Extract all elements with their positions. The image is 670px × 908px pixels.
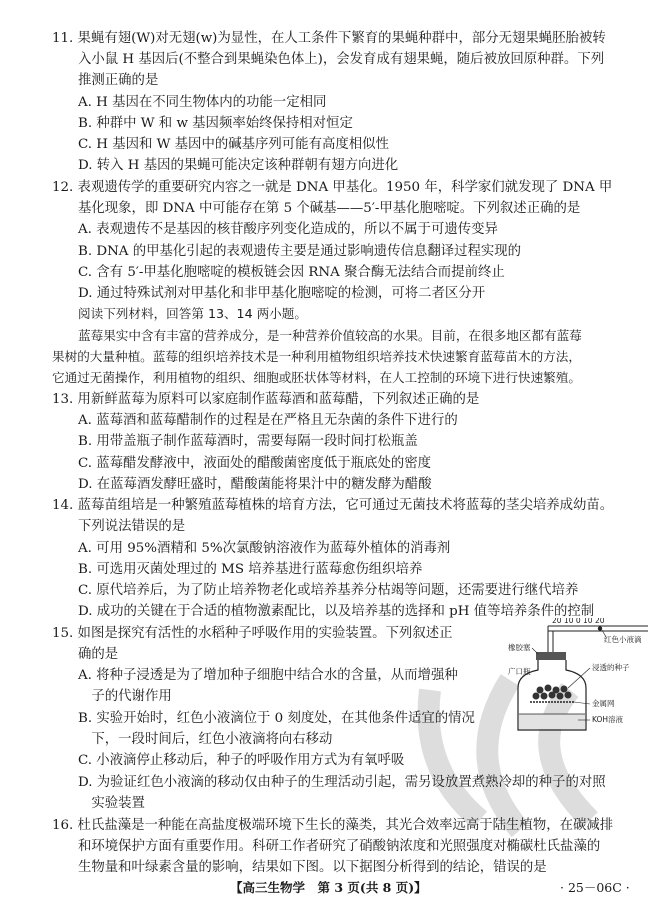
text-line-q15-l2: 确的是 bbox=[78, 647, 119, 662]
koh-solution-icon bbox=[519, 714, 585, 729]
bottle-label: 广口瓶 bbox=[508, 667, 531, 676]
text-line-q11-l1: 11. 果蝇有翅(W)对无翅(w)为显性，在人工条件下繁育的果蝇种群中，部分无翅果蝇胚胎被转 bbox=[52, 31, 606, 46]
text-line-q11-l3: 推测正确的是 bbox=[78, 73, 159, 88]
text-line-q11-a: A. H 基因在不同生物体内的功能一定相同 bbox=[78, 95, 327, 110]
text-line-q12-l2: 基化现象，即 DNA 中可能存在第 5 个碱基——5′-甲基化胞嘧啶。下列叙述正确的是 bbox=[78, 201, 581, 216]
text-line-q15-b2: 下，一段时间后，红色小液滴将向右移动 bbox=[78, 732, 333, 747]
text-line-q15-a1: A. 将种子浸透是为了增加种子细胞中结合水的含量，从而增强种 bbox=[78, 668, 458, 683]
text-line-q13-l1: 13. 用新鲜蓝莓为原料可以家庭制作蓝莓酒和蓝莓醋，下列叙述正确的是 bbox=[52, 392, 480, 407]
text-line-q15-a2: 子的代谢作用 bbox=[78, 689, 172, 704]
droplet-icon bbox=[598, 626, 602, 630]
text-line-q15-d1: D. 为验证红色小液滴的移动仅由种子的生理活动引起，需另设放置煮熟冷却的种子的对照 bbox=[78, 775, 606, 790]
text-line-q11-b: B. 种群中 W 和 w 基因频率始终保持相对恒定 bbox=[78, 116, 353, 131]
seeds-label: 浸透的种子 bbox=[592, 663, 630, 672]
text-line-mat-l3: 它通过无菌操作，利用植物的组织、细胞或胚状体等材料，在人工控制的环境下进行快速繁殖。 bbox=[52, 370, 581, 385]
text-line-q13-a: A. 蓝莓酒和蓝莓醋制作的过程是在严格且无杂菌的条件下进行的 bbox=[78, 413, 458, 428]
text-line-q12-l1: 12. 表观遗传学的重要研究内容之一就是 DNA 甲基化。1950 年，科学家们就发现了 DNA 甲 bbox=[52, 180, 613, 195]
text-line-q14-c: C. 原代培养后，为了防止培养物老化或培养基养分枯竭等问题，还需要进行继代培养 bbox=[78, 583, 579, 598]
text-line-q12-b: B. DNA 的甲基化引起的表观遗传主要是通过影响遗传信息翻译过程实现的 bbox=[78, 244, 522, 259]
text-line-q15-d2: 实验装置 bbox=[78, 796, 145, 811]
text-line-q14-a: A. 可用 95%酒精和 5%次氯酸钠溶液作为蓝莓外植体的消毒剂 bbox=[78, 541, 451, 556]
koh-label: KOH溶液 bbox=[592, 715, 624, 724]
text-line-q14-l1: 14. 蓝莓苗组培是一种繁殖蓝莓植株的培育方法，它可通过无菌技术将蓝莓的茎尖培养成幼苗。 bbox=[52, 498, 614, 513]
scale-label: 20 10 0 10 20 bbox=[552, 618, 605, 625]
text-line-q16-l2: 和环境保护方面有重要作用。科研工作者研究了硝酸钠浓度和光照强度对椭碳杜氏盐藻的 bbox=[78, 839, 601, 854]
text-line-q14-l2: 下列说法错误的是 bbox=[78, 519, 186, 534]
text-line-q12-c: C. 含有 5′-甲基化胞嘧啶的模板链会因 RNA 聚合酶无法结合而提前终止 bbox=[78, 265, 505, 280]
text-line-read-intro: 阅读下列材料，回答第 13、14 两小题。 bbox=[78, 306, 307, 321]
seeds-icon bbox=[533, 685, 572, 700]
droplet-label: 红色小液滴 bbox=[604, 635, 642, 644]
text-line-q15-l1: 15. 如图是探究有活性的水稻种子呼吸作用的实验装置。下列叙述正 bbox=[52, 626, 453, 641]
stopper-label: 橡胶塞 bbox=[508, 643, 531, 652]
text-line-mat-l2: 果树的大量种植。蓝莓的组织培养技术是一种利用植物组织培养技术快速繁育蓝莓苗木的方法， bbox=[52, 349, 581, 364]
text-line-q13-b: B. 用带盖瓶子制作蓝莓酒时，需要每隔一段时间打松瓶盖 bbox=[78, 434, 418, 449]
text-line-q11-l2: 入小鼠 H 基因后(不整合到果蝇染色体上)，会发育成有翅果蝇，随后被放回原种群。下列 bbox=[78, 52, 605, 67]
respiration-apparatus-figure bbox=[508, 618, 658, 736]
mesh-label: 金属网 bbox=[592, 699, 615, 708]
text-line-q13-c: C. 蓝莓醋发酵液中，液面处的醋酸菌密度低于瓶底处的密度 bbox=[78, 456, 432, 471]
text-line-q12-d: D. 通过特殊试剂对甲基化和非甲基化胞嘧啶的检测，可将二者区分开 bbox=[78, 286, 486, 301]
text-line-q15-b1: B. 实验开始时，红色小液滴位于 0 刻度处，在其他条件适宜的情况 bbox=[78, 711, 475, 726]
text-line-q16-l3: 生物量和叶绿素含量的影响，结果如下图。以下据图分析得到的结论，错误的是 bbox=[78, 860, 547, 875]
text-line-q16-l1: 16. 杜氏盐藻是一种能在高盐度极端环境下生长的藻类，其光合效率远高于陆生植物，在碳减排 bbox=[52, 818, 614, 833]
text-line-q11-c: C. H 基因和 W 基因中的碱基序列可能有高度相似性 bbox=[78, 137, 389, 152]
page-footer-code: · 25－06C · bbox=[560, 880, 630, 895]
page-footer-center: 【高三生物学 第 3 页(共 8 页)】 bbox=[230, 880, 427, 895]
text-line-q12-a: A. 表观遗传不是基因的核苷酸序列变化造成的，所以不属于可遗传变异 bbox=[78, 222, 498, 237]
text-line-q14-b: B. 可选用灭菌处理过的 MS 培养基进行蓝莓愈伤组织培养 bbox=[78, 562, 423, 577]
text-line-q15-c: C. 小液滴停止移动后，种子的呼吸作用方式为有氧呼吸 bbox=[78, 753, 405, 768]
text-line-mat-l1: 蓝莓果实中含有丰富的营养成分，是一种营养价值较高的水果。目前，在很多地区都有蓝莓 bbox=[78, 328, 582, 343]
text-line-q13-d: D. 在蓝莓酒发酵旺盛时，醋酸菌能将果汁中的糖发酵为醋酸 bbox=[78, 477, 432, 492]
rubber-stopper-icon bbox=[536, 652, 566, 660]
text-line-q11-d: D. 转入 H 基因的果蝇可能决定该种群朝有翅方向进化 bbox=[78, 158, 399, 173]
text-line-q14-d: D. 成功的关键在于合适的植物激素配比，以及培养基的选择和 pH 值等培养条件的控制 bbox=[78, 604, 595, 619]
